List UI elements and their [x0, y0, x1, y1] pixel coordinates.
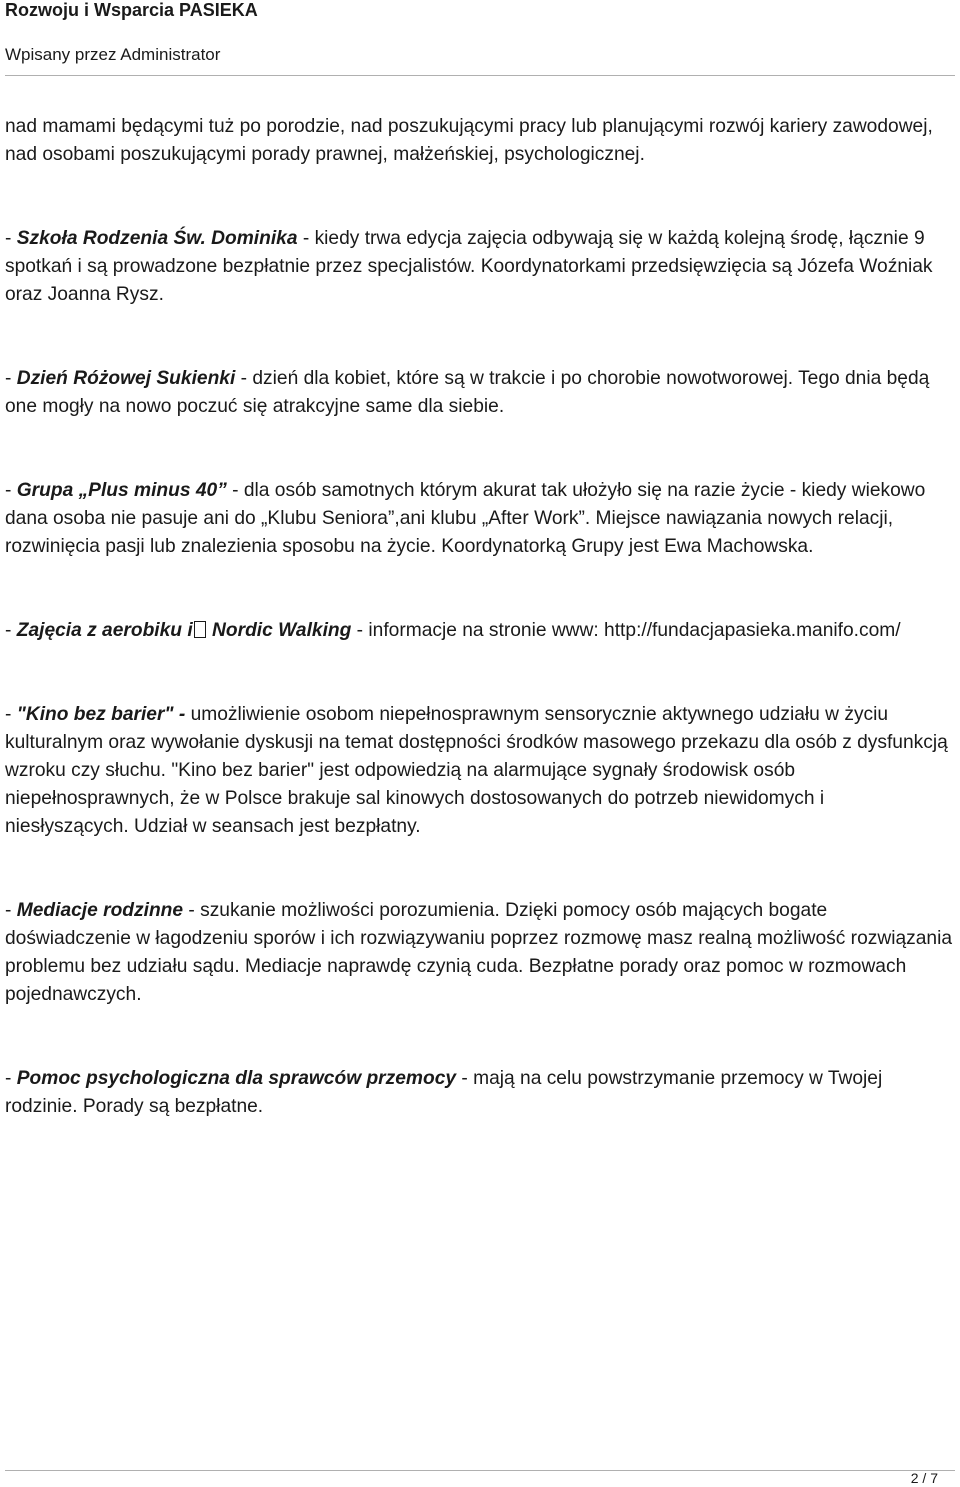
document-body	[5, 113, 953, 1121]
missing-glyph-icon	[194, 621, 206, 638]
paragraph-grupa-plus-minus-40	[5, 477, 953, 561]
paragraph-text: - szukanie możliwości porozumienia. Dzięki pomocy osób mających bogate doświadczenie w łagodzeniu sporów i ich rozwiązywaniu poprzez rozmowę masz realną możliwość rozwiązania problemu bez udziału sądu. Mediacje naprawdę czynią cuda. Bezpłatne porady oraz pomoc w rozmowach pojednawczych.	[5, 900, 952, 1005]
paragraph-text: nad mamami będącymi tuż po porodzie, nad poszukującymi pracy lub planującymi rozwój kariery zawodowej, nad osobami poszukującymi porady prawnej, małżeńskiej, psychologicznej.	[5, 116, 933, 165]
paragraph-text: - dla osób samotnych którym akurat tak ułożyło się na razie życie - kiedy wiekowo dana osoba nie pasuje ani do „Klubu Seniora”,ani klubu „After Work”. Miejsce nawiązania nowych relacji, rozwinięcia pasji lub znalezienia sposobu na życie. Koordynatorką Grupy jest Ewa Machowska.	[5, 480, 926, 557]
paragraph-text: - dzień dla kobiet, które są w trakcie i po chorobie nowotworowej. Tego dnia będą one mogły na nowo poczuć się atrakcyjne same dla siebie.	[5, 368, 930, 417]
paragraph-prefix: -	[5, 620, 17, 641]
paragraph-lead: Szkoła Rodzenia Św. Dominika	[16, 228, 298, 249]
document-header-title: Rozwoju i Wsparcia PASIEKA	[5, 0, 258, 20]
document-author-line: Wpisany przez Administrator	[5, 45, 221, 64]
paragraph-zajecia-aerobik	[5, 617, 953, 645]
paragraph-lead: Pomoc psychologiczna dla sprawców przemocy	[16, 1068, 457, 1089]
paragraph-pomoc-psychologiczna	[5, 1065, 953, 1121]
paragraph-text: - informacje na stronie www: http://fundacjapasieka.manifo.com/	[351, 620, 901, 641]
paragraph-lead-part2: Nordic Walking	[206, 620, 352, 641]
paragraph-lead-part1: Zajęcia z aerobiku i	[16, 620, 193, 641]
paragraph-prefix: -	[5, 900, 17, 921]
paragraph-lead: "Kino bez barier" -	[16, 704, 186, 725]
paragraph-lead: Grupa „Plus minus 40”	[16, 480, 227, 501]
header-divider	[5, 75, 955, 76]
paragraph-prefix: -	[5, 228, 17, 249]
paragraph-mediacje-rodzinne	[5, 897, 953, 1009]
paragraph-prefix: -	[5, 1068, 17, 1089]
paragraph-text: umożliwienie osobom niepełnosprawnym sensorycznie aktywnego udziału w życiu kulturalnym oraz wywołanie dyskusji na temat dostępności środków masowego przekazu dla osób z dysfunkcją wzroku czy słuchu. "Kino bez barier" jest odpowiedzią na alarmujące sygnały środowisk osób niepełnosprawnych, że w Polsce brakuje sal kinowych dostosowanych do potrzeb niewidomych i niesłyszących. Udział w seansach jest bezpłatny.	[5, 704, 948, 837]
paragraph-dzien-rozowej-sukienki	[5, 365, 953, 421]
paragraph-prefix: -	[5, 480, 17, 501]
paragraph-intro	[5, 113, 953, 169]
paragraph-kino-bez-barier	[5, 701, 953, 841]
paragraph-lead: Dzień Różowej Sukienki	[16, 368, 236, 389]
paragraph-szkola-rodzenia	[5, 225, 953, 309]
paragraph-text: - kiedy trwa edycja zajęcia odbywają się w każdą kolejną środę, łącznie 9 spotkań i są prowadzone bezpłatnie przez specjalistów. Koordynatorkami przedsięwzięcia są Józefa Woźniak oraz Joanna Rysz.	[5, 228, 933, 305]
paragraph-prefix: -	[5, 704, 17, 725]
paragraph-lead: Mediacje rodzinne	[16, 900, 184, 921]
paragraph-text: - mają na celu powstrzymanie przemocy w Twojej rodzinie. Porady są bezpłatne.	[5, 1068, 883, 1117]
page-number: 2 / 7	[910, 1470, 938, 1486]
footer-divider	[5, 1470, 955, 1471]
paragraph-prefix: -	[5, 368, 17, 389]
